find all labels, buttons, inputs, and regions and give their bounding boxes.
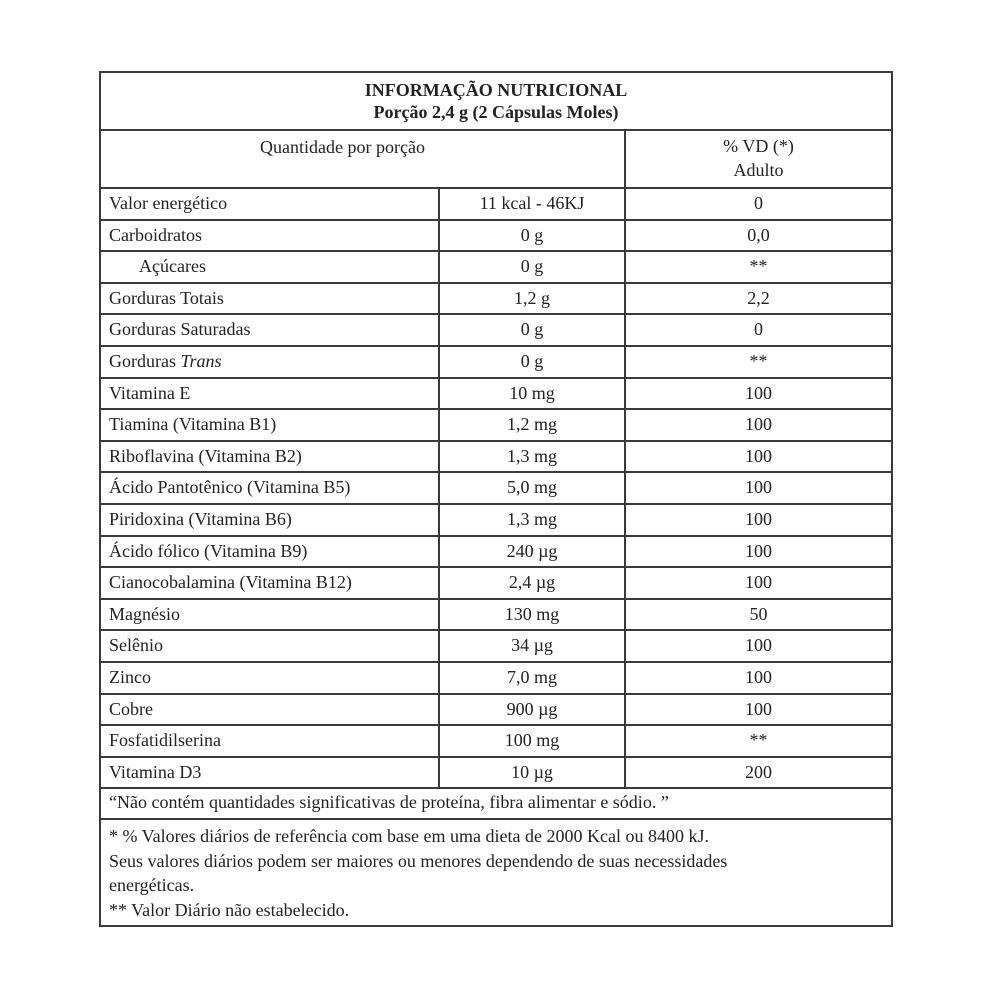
nutrient-vd: 100 xyxy=(745,477,772,498)
nutrient-name: Açúcares xyxy=(139,256,206,277)
nutrient-amount: 240 µg xyxy=(438,537,626,567)
nutrient-name-italic: Trans xyxy=(180,350,222,371)
nutrient-rows xyxy=(101,189,891,789)
nutrient-vd: ** xyxy=(749,730,768,751)
table-row xyxy=(101,347,891,379)
nutrient-name: Fosfatidilserina xyxy=(109,730,221,751)
nutrient-name: Ácido fólico (Vitamina B9) xyxy=(109,540,308,561)
nutrient-name: Vitamina E xyxy=(109,382,191,403)
nutrient-vd: 200 xyxy=(745,761,772,782)
footnote-line: * % Valores diários de referência com base em uma dieta de 2000 Kcal ou 8400 kJ. xyxy=(109,826,709,846)
serving-size: Porção 2,4 g (2 Cápsulas Moles) xyxy=(373,102,619,122)
nutrient-vd: 100 xyxy=(745,635,772,656)
nutrient-vd: 100 xyxy=(745,414,772,435)
table-row xyxy=(101,758,891,790)
nutrient-vd: 2,2 xyxy=(747,287,770,308)
nutrient-amount: 1,3 mg xyxy=(438,442,626,472)
quantity-header: Quantidade por porção xyxy=(101,131,626,187)
table-row xyxy=(101,663,891,695)
nutrient-amount: 11 kcal - 46KJ xyxy=(438,189,626,219)
table-row xyxy=(101,600,891,632)
nutrition-facts-table xyxy=(99,71,893,927)
nutrient-vd: 50 xyxy=(749,603,768,624)
nutrient-amount: 2,4 µg xyxy=(438,568,626,598)
nutrient-amount: 10 µg xyxy=(438,758,626,788)
nutrient-vd: 0,0 xyxy=(747,224,770,245)
nutrient-name: Gorduras Saturadas xyxy=(109,319,251,340)
nutrient-amount: 0 g xyxy=(438,347,626,377)
table-row xyxy=(101,379,891,411)
nutrient-amount: 10 mg xyxy=(438,379,626,409)
nutrient-amount: 5,0 mg xyxy=(438,473,626,503)
nutrient-name: Magnésio xyxy=(109,603,180,624)
nutrient-amount: 130 mg xyxy=(438,600,626,630)
footnotes xyxy=(101,820,891,926)
nutrient-name: Zinco xyxy=(109,666,151,687)
table-row xyxy=(101,252,891,284)
table-row xyxy=(101,315,891,347)
table-row xyxy=(101,442,891,474)
table-row xyxy=(101,410,891,442)
table-row xyxy=(101,631,891,663)
nutrient-name: Cobre xyxy=(109,698,153,719)
nutrient-vd: 100 xyxy=(745,382,772,403)
footnote-line: energéticas. xyxy=(109,875,195,895)
nutrient-name: Cianocobalamina (Vitamina B12) xyxy=(109,572,352,593)
vd-header-label: % VD (*) xyxy=(723,136,794,156)
nutrient-amount: 0 g xyxy=(438,315,626,345)
nutrient-name: Valor energético xyxy=(109,193,228,213)
nutrient-name: Tiamina (Vitamina B1) xyxy=(109,414,277,435)
table-row xyxy=(101,505,891,537)
nutrient-amount: 900 µg xyxy=(438,695,626,725)
table-row xyxy=(101,473,891,505)
nutrient-name: Piridoxina (Vitamina B6) xyxy=(109,508,292,529)
nutrient-vd: 100 xyxy=(745,508,772,529)
table-row xyxy=(101,221,891,253)
table-row xyxy=(101,568,891,600)
nutrient-name: Ácido Pantotênico (Vitamina B5) xyxy=(109,477,351,498)
nutrient-name: Riboflavina (Vitamina B2) xyxy=(109,445,302,466)
nutrient-vd: 100 xyxy=(745,666,772,687)
nutrient-vd: 100 xyxy=(745,445,772,466)
vd-header-sub: Adulto xyxy=(733,160,784,180)
nutrient-vd: 100 xyxy=(745,540,772,561)
nutrient-name: Vitamina D3 xyxy=(109,761,202,782)
nutrient-vd: 0 xyxy=(754,193,763,213)
footnote-line: Seus valores diários podem ser maiores ou menores dependendo de suas necessidades xyxy=(109,850,728,871)
nutrient-name: Carboidratos xyxy=(109,224,202,245)
nutrient-name: Selênio xyxy=(109,635,163,656)
nutrient-amount: 1,2 g xyxy=(438,284,626,314)
nutrient-amount: 34 µg xyxy=(438,631,626,661)
nutrient-amount: 0 g xyxy=(438,221,626,251)
column-headers xyxy=(101,131,891,189)
nutrient-name: Gorduras Totais xyxy=(109,287,224,308)
table-header xyxy=(101,73,891,131)
nutrient-amount: 7,0 mg xyxy=(438,663,626,693)
table-row xyxy=(101,726,891,758)
nutrient-vd: ** xyxy=(749,350,768,371)
nutrient-name: Gorduras Trans xyxy=(109,350,222,371)
nutrient-vd: 100 xyxy=(745,572,772,593)
table-row xyxy=(101,284,891,316)
nutrient-amount: 100 mg xyxy=(438,726,626,756)
nutrient-amount: 1,2 mg xyxy=(438,410,626,440)
table-row xyxy=(101,537,891,569)
table-row xyxy=(101,189,891,221)
nutrient-vd: 100 xyxy=(745,698,772,719)
table-row xyxy=(101,695,891,727)
footnote-line: ** Valor Diário não estabelecido. xyxy=(109,899,350,920)
table-title: INFORMAÇÃO NUTRICIONAL xyxy=(364,80,628,100)
nutrient-amount: 0 g xyxy=(438,252,626,282)
nutrient-vd: 0 xyxy=(754,319,763,340)
nutrient-amount: 1,3 mg xyxy=(438,505,626,535)
nutrient-vd: ** xyxy=(749,256,768,277)
protein-note: “Não contém quantidades significativas de proteína, fibra alimentar e sódio. ” xyxy=(101,789,891,820)
vd-header xyxy=(626,131,891,190)
